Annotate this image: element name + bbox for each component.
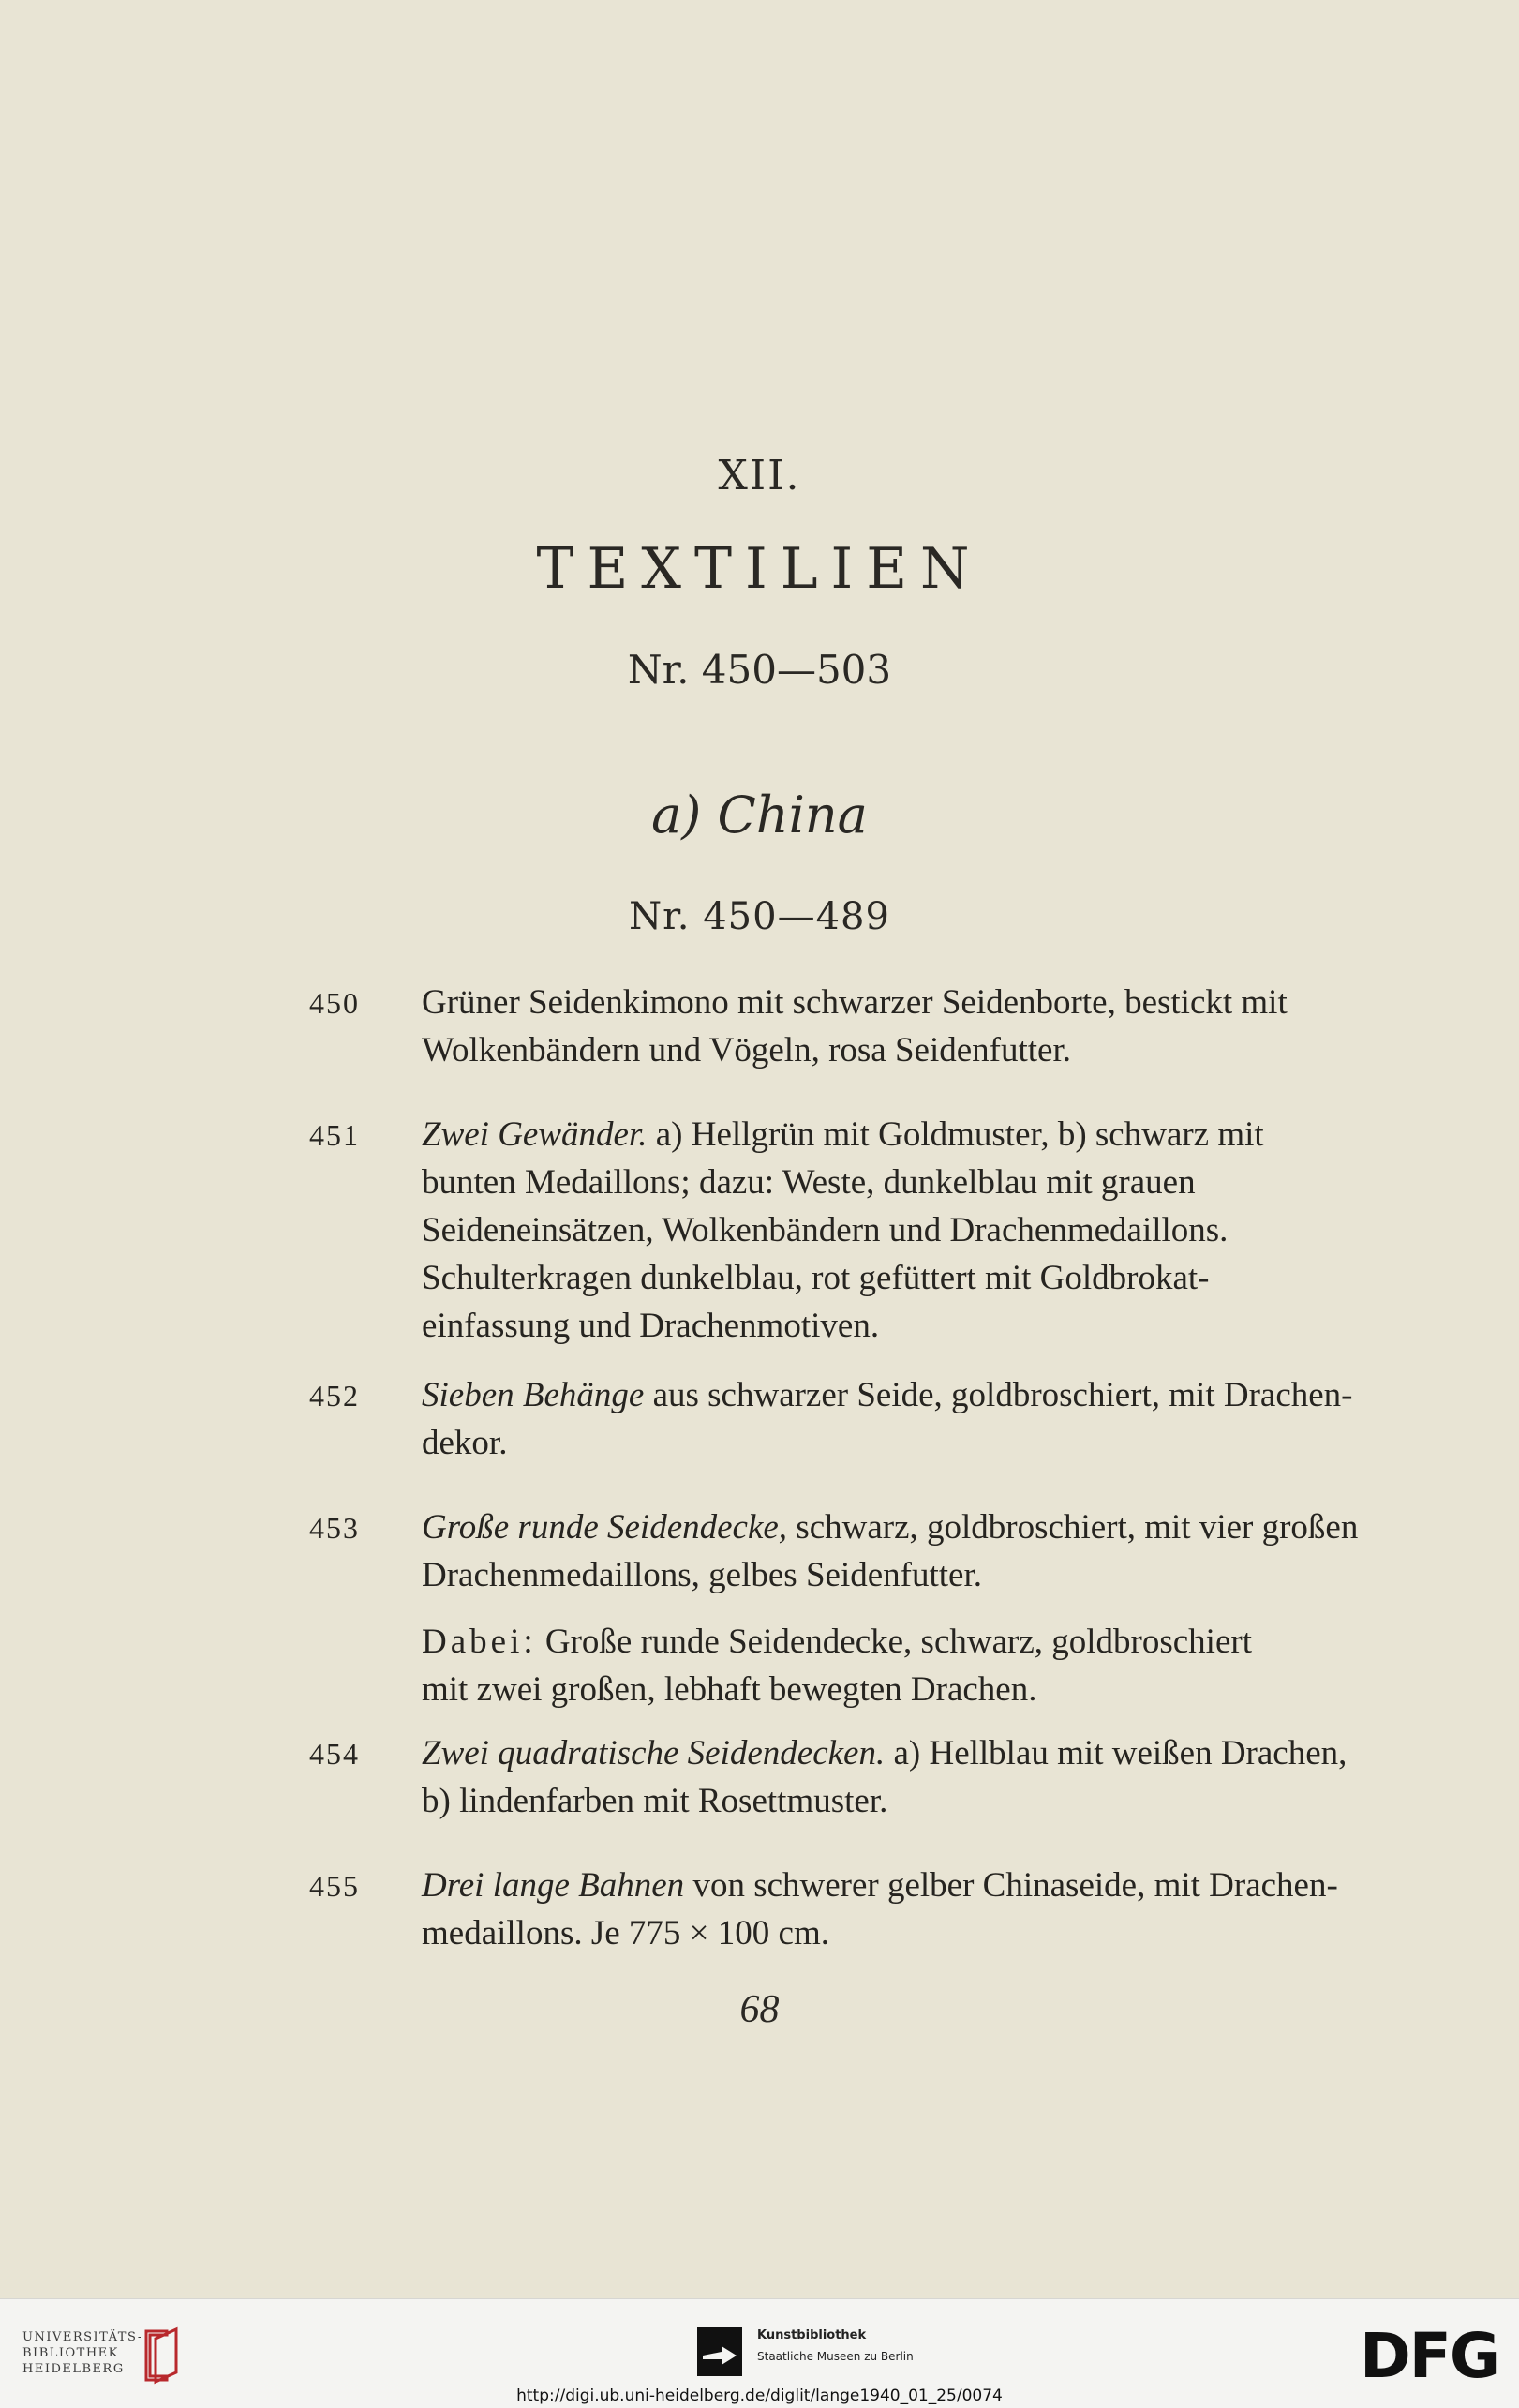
entry-text: a) Hellgrün mit Goldmuster, b) schwarz mit [647,1115,1264,1154]
chapter-range: Nr. 450—503 [627,647,892,693]
dfg-logo[interactable]: DFG [1359,2320,1498,2392]
entry-line: Wolkenbändern und Vögeln, rosa Seidenfutter. [422,1031,1072,1069]
chapter-title: TEXTILIEN [536,536,983,602]
catalog-entry-452 [309,1371,1359,1467]
entry-title: Zwei quadratische Seidendecken. [422,1734,886,1772]
entry-line: b) lindenfarben mit Rosettmuster. [422,1782,888,1820]
entry-text: schwarz, goldbroschiert, mit vier großen [787,1508,1359,1547]
entry-text: aus schwarzer Seide, goldbroschiert, mit Drachen- [644,1376,1353,1414]
entry-number: 454 [309,1737,360,1771]
chapter-number: XII. [718,452,801,500]
entry-line [309,979,1359,1026]
entry-number: 452 [309,1379,360,1413]
entry-line: medaillons. Je 775 × 100 cm. [422,1914,830,1952]
entry-title: Zwei Gewänder. [422,1115,648,1154]
catalog-entry-453 [309,1503,1359,1713]
entry-title: Sieben Behänge [422,1376,645,1414]
kb-subtitle: Staatliche Museen zu Berlin [757,2350,914,2363]
entry-text: von schwerer gelber Chinaseide, mit Drachen- [684,1866,1338,1905]
entry-line: dekor. [422,1424,508,1462]
entry-line: Drachenmedaillons, gelbes Seidenfutter. [422,1556,982,1594]
kunstbibliothek-wordmark[interactable] [757,2326,914,2367]
catalog-entry-451 [309,1111,1359,1350]
ub-heidelberg-wordmark[interactable] [22,2329,143,2377]
ub-line: UNIVERSITÄTS- [22,2330,143,2344]
permalink-url[interactable]: http://digi.ub.uni-heidelberg.de/diglit/lange1940_01_25/0074 [516,2386,1003,2405]
kb-name: Kunstbibliothek [757,2328,867,2342]
kunstbibliothek-logo-icon[interactable] [693,2324,746,2380]
entry-line [309,1111,1359,1159]
ub-line: HEIDELBERG [22,2362,125,2376]
entry-text: Große runde Seidendecke, schwarz, goldbroschiert [536,1623,1252,1661]
ub-line: BIBLIOTHEK [22,2346,119,2360]
entry-line: mit zwei großen, lebhaft bewegten Drachen. [422,1670,1037,1709]
entry-line [309,1371,1359,1419]
entry-number: 451 [309,1118,360,1152]
entry-line: bunten Medaillons; dazu: Weste, dunkelblau mit grauen [422,1163,1196,1202]
entry-line [309,1503,1359,1551]
entry-line: Schulterkragen dunkelblau, rot gefüttert mit Goldbrokat- [422,1259,1210,1297]
catalog-entry-450 [309,979,1359,1074]
catalog-entry-455 [309,1862,1359,1957]
entry-number: 450 [309,986,360,1020]
section-title: a) China [651,785,868,845]
entry-text: Grüner Seidenkimono mit schwarzer Seidenborte, bestickt mit [422,983,1288,1022]
entry-line: Seideneinsätzen, Wolkenbändern und Drachenmedaillons. [422,1211,1229,1249]
entry-text: a) Hellblau mit weißen Drachen, [885,1734,1348,1772]
entry-title: Große runde Seidendecke, [422,1508,788,1547]
entry-line [309,1618,1359,1666]
entry-line [309,1729,1359,1777]
section-range: Nr. 450—489 [629,895,890,938]
ub-logo-icon[interactable] [139,2326,182,2386]
catalog-entry-454 [309,1729,1359,1825]
entry-number: 455 [309,1869,360,1903]
entry-title: Drei lange Bahnen [422,1866,685,1905]
page-number: 68 [739,1988,780,2031]
entry-number: 453 [309,1511,360,1545]
dabei-label: Dabei: [422,1623,537,1661]
entry-line: einfassung und Drachenmotiven. [422,1307,880,1345]
entry-line [309,1862,1359,1909]
